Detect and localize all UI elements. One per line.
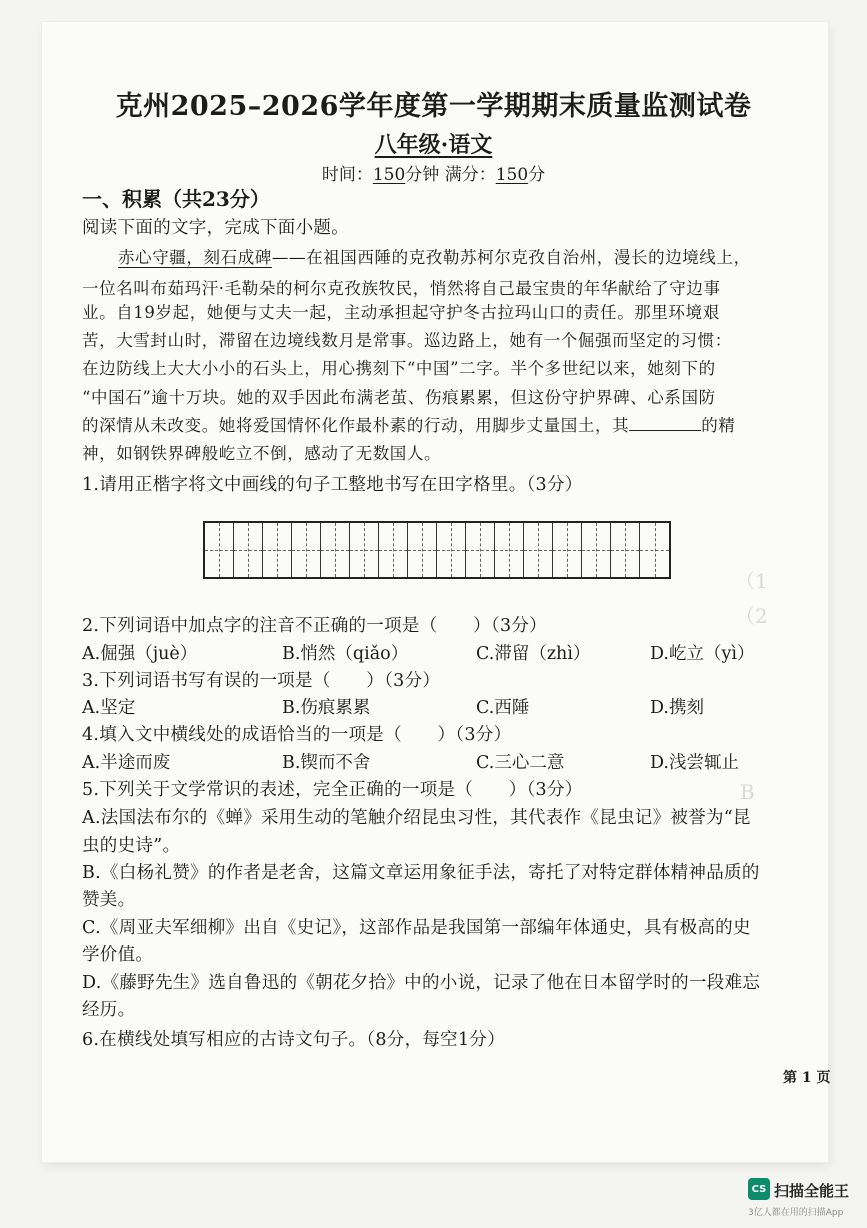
q2-option-d[interactable]: D.屹立（yì）	[650, 644, 755, 664]
camscanner-logo-icon: CS	[748, 1178, 770, 1200]
bleed-through-mark: （2	[735, 604, 768, 628]
question-5: 5.下列关于文学常识的表述，完全正确的一项是（ ）（3分）	[82, 780, 583, 800]
q4-option-d[interactable]: D.浅尝辄止	[650, 753, 739, 773]
q5-option-c-cont: 学价值。	[82, 945, 154, 965]
exam-title: 克州2025–2026学年度第一学期期末质量监测试卷	[115, 91, 752, 122]
q5-option-a[interactable]: A.法国法布尔的《蝉》采用生动的笔触介绍昆虫习性，其代表作《昆虫记》被誉为“昆	[82, 808, 751, 828]
q5-option-d[interactable]: D.《藤野先生》选自鲁迅的《朝花夕拾》中的小说，记录了他在日本留学时的一段难忘	[82, 973, 761, 993]
q5-option-c[interactable]: C.《周亚夫军细柳》出自《史记》，这部作品是我国第一部编年体通史，具有极高的史	[82, 918, 751, 938]
q2-option-a[interactable]: A.倔强（juè）	[82, 644, 198, 664]
q3-option-d[interactable]: D.携刻	[650, 698, 704, 718]
passage-line: “中国石”逾十万块。她的双手因此布满老茧、伤痕累累，但这份守护界碑、心系国防	[82, 388, 716, 407]
grid-cell[interactable]	[582, 523, 611, 577]
q5-option-d-cont: 经历。	[82, 1000, 136, 1020]
grid-cell[interactable]	[234, 523, 263, 577]
page-number: 第 1 页	[783, 1070, 831, 1086]
camscanner-brand: 扫描全能王	[774, 1182, 850, 1200]
bleed-through-mark: （1	[735, 569, 768, 593]
passage-line: 的深情从未改变。她将爱国情怀化作最朴素的行动，用脚步丈量国土，其 的精	[82, 416, 736, 435]
question-2: 2.下列词语中加点字的注音不正确的一项是（ ）（3分）	[82, 616, 547, 636]
grid-cell[interactable]	[205, 523, 234, 577]
q5-option-b-cont: 赞美。	[82, 890, 136, 910]
grid-cell[interactable]	[553, 523, 582, 577]
grid-cell[interactable]	[495, 523, 524, 577]
bleed-through-mark: B	[740, 780, 755, 804]
grid-cell[interactable]	[437, 523, 466, 577]
question-6: 6.在横线处填写相应的古诗文句子。（8分，每空1分）	[82, 1030, 506, 1050]
grid-cell[interactable]	[292, 523, 321, 577]
grid-cell[interactable]	[263, 523, 292, 577]
q3-option-a[interactable]: A.坚定	[82, 698, 136, 718]
passage-line: 在边防线上大大小小的石头上，用心携刻下“中国”二字。半个多世纪以来，她刻下的	[82, 359, 716, 378]
grid-cell[interactable]	[611, 523, 640, 577]
underlined-sentence: 赤心守疆，刻石成碑	[118, 248, 272, 267]
question-4: 4.填入文中横线处的成语恰当的一项是（ ）（3分）	[82, 725, 512, 745]
passage-line: 苦，大雪封山时，滞留在边境线数月是常事。巡边路上，她有一个倔强而坚定的习惯：	[82, 331, 732, 350]
question-1: 1.请用正楷字将文中画线的句子工整地书写在田字格里。（3分）	[82, 475, 583, 495]
grid-cell[interactable]	[408, 523, 437, 577]
time-value: 150	[372, 165, 406, 185]
grid-cell[interactable]	[350, 523, 379, 577]
grid-cell[interactable]	[640, 523, 669, 577]
q4-option-c[interactable]: C.三心二意	[476, 753, 565, 773]
camscanner-tagline: 3亿人都在用的扫描App	[748, 1208, 844, 1218]
q3-option-b[interactable]: B.伤痕累累	[282, 698, 371, 718]
grid-cell[interactable]	[466, 523, 495, 577]
q4-option-a[interactable]: A.半途而废	[82, 753, 171, 773]
tianzige-grid[interactable]	[203, 521, 671, 579]
passage-line: 一位名叫布茹玛汗·毛勒朵的柯尔克孜族牧民，悄然将自己最宝贵的年华献给了守边事	[82, 279, 721, 298]
answer-blank[interactable]	[629, 416, 701, 431]
time-score-line: 时间：150分钟 满分：150分	[321, 165, 546, 185]
exam-subtitle: 八年级·语文	[374, 132, 493, 158]
q2-option-b[interactable]: B.悄然（qiǎo）	[282, 644, 409, 664]
q4-option-b[interactable]: B.锲而不舍	[282, 753, 371, 773]
passage-line: 赤心守疆，刻石成碑——在祖国西陲的克孜勒苏柯尔克孜自治州，漫长的边境线上，	[118, 248, 751, 267]
q3-option-c[interactable]: C.西陲	[476, 698, 530, 718]
grid-cell[interactable]	[524, 523, 553, 577]
q5-option-a-cont: 虫的史诗”。	[82, 836, 181, 856]
passage-line: 业。自19岁起，她便与丈夫一起，主动承担起守护冬古拉玛山口的责任。那里环境艰	[82, 303, 720, 322]
grid-cell[interactable]	[321, 523, 350, 577]
grid-cell[interactable]	[379, 523, 408, 577]
passage-line: 神，如钢铁界碑般屹立不倒，感动了无数国人。	[82, 444, 442, 463]
score-value: 150	[495, 165, 529, 185]
q5-option-b[interactable]: B.《白杨礼赞》的作者是老舍，这篇文章运用象征手法，寄托了对特定群体精神品质的	[82, 863, 760, 883]
instruction: 阅读下面的文字，完成下面小题。	[82, 218, 349, 238]
question-3: 3.下列词语书写有误的一项是（ ）（3分）	[82, 671, 441, 691]
q2-option-c[interactable]: C.滞留（zhì）	[476, 644, 591, 664]
section-heading: 一、积累（共23分）	[82, 187, 270, 211]
